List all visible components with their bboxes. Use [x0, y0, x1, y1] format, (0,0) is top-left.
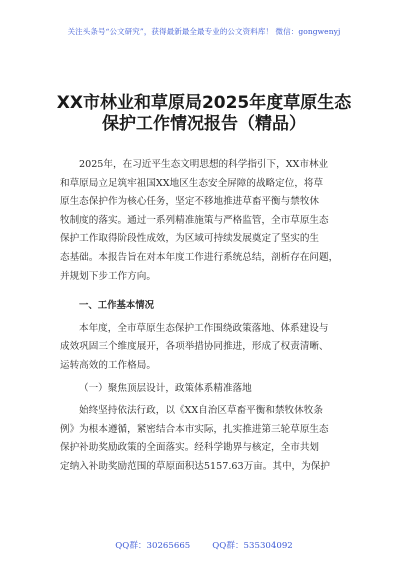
text-line: 并规划下步工作方向。	[60, 270, 156, 282]
subsection-heading: （一）聚焦顶层设计，政策体系精准落地	[79, 382, 252, 394]
text-line: 运转高效的工作格局。	[60, 359, 156, 371]
title-line-1: XX市林业和草原局2025年度草原生态	[56, 93, 352, 113]
text-line: 成效巩固三个维度展开，各项举措协同推进，形成了权责清晰、	[60, 341, 329, 353]
text-line: 原生态保护作为核心任务，坚定不移地推进草畜平衡与禁牧休	[60, 196, 320, 208]
text-line: 和草原局立足筑牢祖国XX地区生态安全屏障的战略定位，将草	[60, 177, 324, 189]
intro-paragraph	[60, 156, 360, 286]
text-line: 态基础。本报告旨在对本年度工作进行系统总结，剖析存在问题，	[60, 251, 339, 263]
text-line: 牧制度的落实。通过一系列精准施策与严格监管，全市草原生态	[60, 214, 329, 226]
text-line: 保护工作取得阶段性成效，为区域可持续发展奠定了坚实的生	[60, 233, 320, 245]
text-line: 定纳入补助奖励范围的草原面积达5157.63万亩。其中，为保护	[60, 460, 330, 472]
footer-contact	[0, 539, 408, 551]
qq-group-1: QQ群：30265665	[115, 541, 191, 551]
text-line: 例》为根本遵循，紧密结合本市实际，扎实推进第三轮草原生态	[60, 423, 329, 435]
header-banner: 关注头条号“公文研究”，获得最新最全最专业的公文资料库！ 微信：gongwenyj	[67, 27, 341, 36]
text-line: 本年度，全市草原生态保护工作围绕政策落地、体系建设与	[79, 322, 329, 334]
title-line-2: 保护工作情况报告（精品）	[102, 114, 306, 134]
document-body	[60, 156, 360, 477]
section-paragraph	[60, 320, 360, 376]
section-heading: 一、工作基本情况	[79, 300, 155, 312]
text-line: 始终坚持依法行政，以《XX自治区草畜平衡和禁牧休牧条	[79, 405, 323, 417]
qq-group-2: QQ群：535304092	[212, 541, 293, 551]
text-line: 保护补助奖励政策的全面落实。经科学勘界与核定，全市共划	[60, 442, 320, 454]
text-line: 2025年，在习近平生态文明思想的科学指引下，XX市林业	[79, 159, 329, 170]
subsection-paragraph	[60, 402, 360, 476]
document-title	[0, 93, 408, 135]
